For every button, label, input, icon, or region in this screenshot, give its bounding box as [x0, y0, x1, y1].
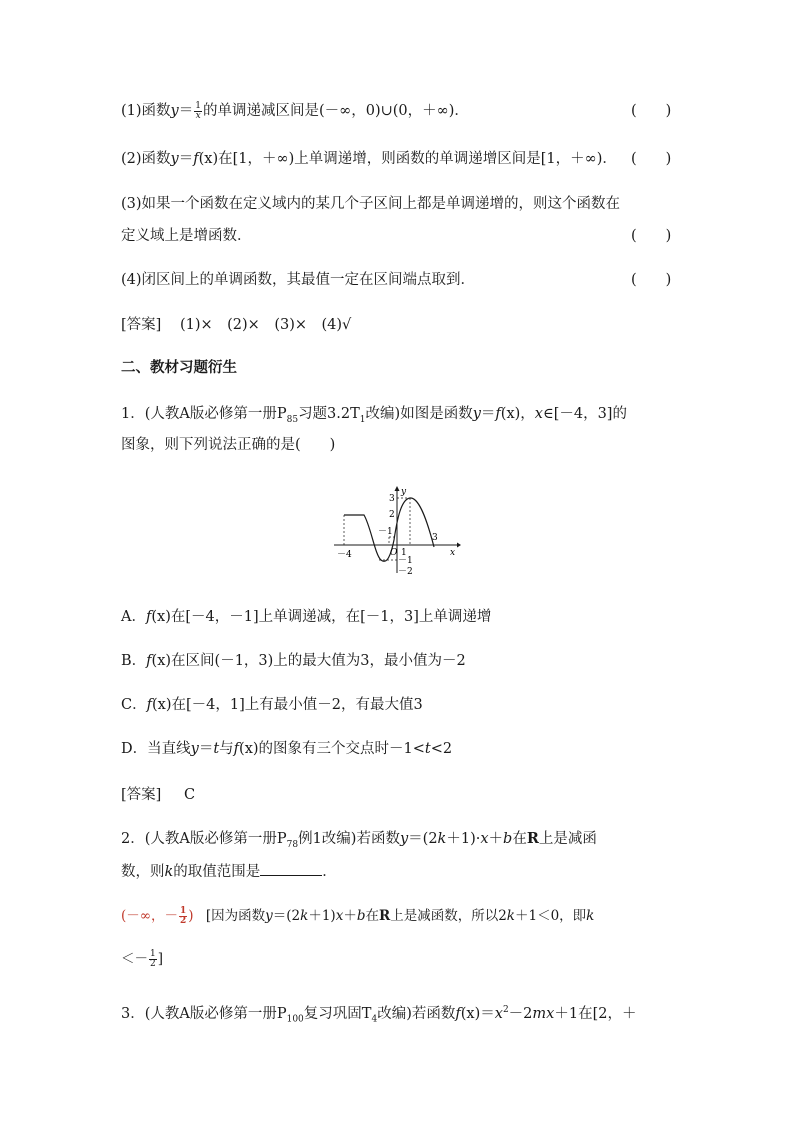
answer-label: [答案]: [121, 317, 162, 333]
solution-2-line-2: ＜－ $\frac{1}{2}$ ]: [121, 949, 164, 969]
solution-answer: (－∞，－ $\frac{1}{2}$ ): [121, 906, 194, 926]
y-axis-label: y: [401, 487, 407, 497]
problem-1-line-2: 图象，则下列说法正确的是( ): [121, 437, 336, 453]
problem-2-line-2: 数，则k的取值范围是 ．: [121, 861, 337, 882]
tick-x-minus1: －1: [378, 527, 393, 537]
problem-3-line-1: 3．(人教A版必修第一册$P_{100}$复习巩固$T_4$改编)若函数$f(x)=x^2-2mx+1$在[2，＋: [121, 1005, 637, 1025]
question-1: (1)函数y＝ $\frac{1}{x}$ 的单调递减区间是(－∞，0)∪(0，＋∞)．: [121, 100, 469, 121]
option-a: A．f(x)在[－4，－1]上单调递减，在[－1，3]上单调递增: [121, 609, 492, 625]
answer-block-1: [答案] (1)× (2)× (3)× (4)√: [121, 317, 352, 333]
origin-label: O: [390, 548, 398, 558]
tick-y-minus2: －2: [398, 567, 413, 577]
answer-label: [答案]: [121, 787, 162, 803]
problem-2-line-1: 2．(人教A版必修第一册$P_{78}$例1改编)若函数y＝(2k＋1)·x＋b在R上是减函: [121, 830, 597, 850]
tick-x-3: 3: [432, 533, 438, 543]
problem-1-line-1: 1．(人教A版必修第一册$P_{85}$习题$3.2T_1$改编)如图是函数y＝f(x)，x∈[－4，3]的: [121, 406, 627, 425]
option-d: D．当直线y＝t与f(x)的图象有三个交点时－1<t<2: [121, 741, 453, 757]
tick-y-3: 3: [389, 494, 395, 504]
question-3-line-1: (3)如果一个函数在定义域内的某几个子区间上都是单调递增的，则这个函数在: [121, 196, 621, 212]
solution-2-line-1: (－∞，－ $\frac{1}{2}$ ) [因为函数y＝(2k＋1)x＋b在R上是减函数，所以2k＋1＜0，即k: [121, 906, 595, 926]
tick-y-2: 2: [389, 510, 395, 520]
x-axis-label: x: [450, 548, 456, 558]
fraction-1-over-x: $\frac{1}{x}$: [195, 100, 201, 121]
answer-paren-3: ( ): [631, 228, 672, 244]
answer-paren-4: ( ): [631, 272, 672, 288]
x-axis-arrow: [457, 543, 461, 548]
answer-paren-1: ( ): [631, 103, 672, 119]
function-graph: [331, 485, 461, 577]
tick-x-minus4: －4: [337, 550, 352, 560]
option-c: C．f(x)在[－4，1]上有最小值－2，有最大值3: [121, 697, 423, 713]
question-3-line-2: 定义域上是增函数．: [121, 228, 252, 244]
question-2: (2)函数y＝f(x)在[1，＋∞)上单调递增，则函数的单调递增区间是[1，＋∞)．: [121, 151, 617, 167]
answer-blank[interactable]: [260, 861, 322, 876]
section-heading: 二、教材习题衍生: [121, 359, 237, 376]
tick-y-minus1: －1: [398, 556, 413, 566]
answer-block-2: [答案] C: [121, 787, 196, 803]
answer-paren-2: ( ): [631, 151, 672, 167]
question-4: (4)闭区间上的单调函数，其最值一定在区间端点取到．: [121, 272, 476, 288]
option-b: B．f(x)在区间(－1，3)上的最大值为3，最小值为－2: [121, 653, 466, 669]
tick-x-1: 1: [401, 548, 407, 558]
y-axis-arrow: [395, 486, 400, 491]
